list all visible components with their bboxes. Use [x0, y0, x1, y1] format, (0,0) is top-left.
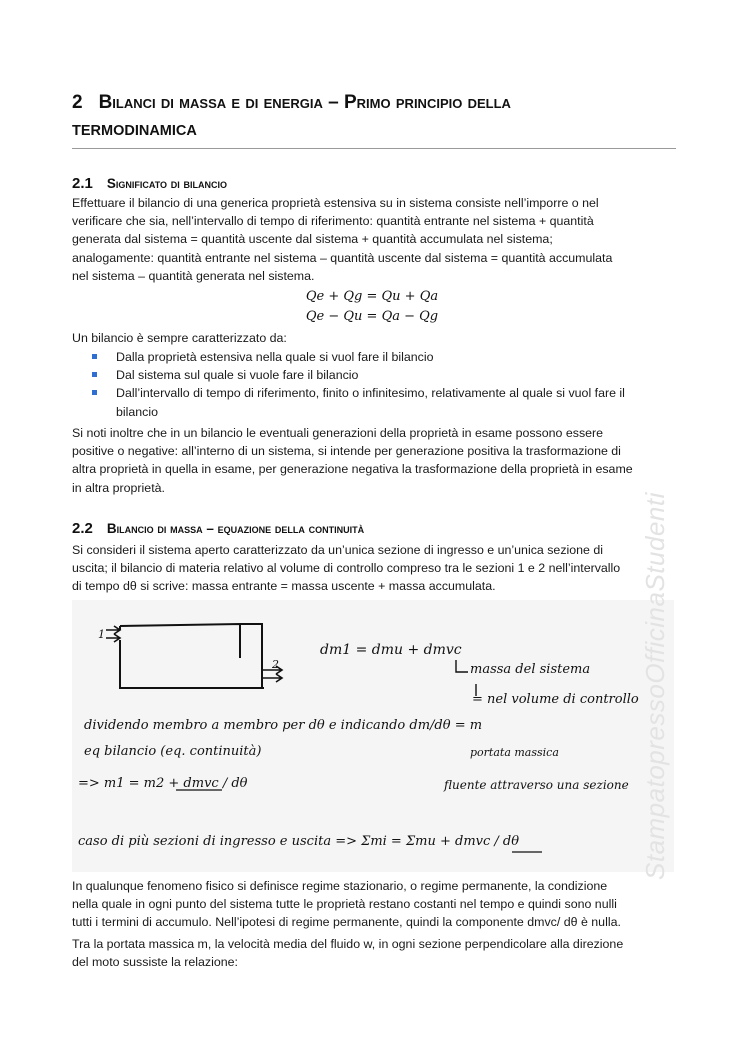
regime-paragraph [72, 877, 680, 932]
portata-paragraph [72, 935, 680, 971]
paragraph-line: In qualunque fenomeno fisico si definisce regime stazionario, o regime permanente, la condizione [72, 879, 608, 893]
flow-section-note: fluente attraverso una sezione [444, 778, 629, 792]
mass-balance-equation: dm1 = dmu + dmvc [320, 642, 462, 658]
control-volume-note: = nel volume di controllo [472, 692, 639, 707]
paragraph-line: Effettuare il bilancio di una generica proprietà estensiva su in sistema consiste nell’imporre o nel [72, 196, 599, 210]
bullet-square-icon [92, 354, 97, 359]
bullet-square-icon [92, 390, 97, 395]
paragraph-line: del moto sussiste la relazione: [72, 955, 238, 970]
chapter-title-line2: TERMODINAMICA [72, 123, 197, 139]
paragraph-line: altra proprietà in quella in esame, per generazione negativa la trasformazione della proprietà in esame [72, 462, 633, 477]
paragraph-line: in altra proprietà. [72, 480, 165, 495]
section-2-2-intro [72, 541, 680, 596]
paragraph-line: uscita; il bilancio di materia relativo al volume di controllo compreso tra le sezioni 1 e 2 nell’intervallo [72, 561, 621, 576]
bullet-text: bilancio [116, 404, 159, 419]
paragraph-line: verificare che sia, nell’intervallo di tempo di riferimento: quantità entrante nel sistema + quantità [72, 214, 594, 229]
equation-2: Qe − Qu = Qa − Qg [305, 309, 439, 324]
list-item [92, 384, 682, 420]
handwritten-notes-image [72, 600, 674, 872]
paragraph-line: analogamente: quantità entrante nel sistema – quantità uscente dal sistema = quantità accumulata [72, 250, 613, 265]
mass-flow-note: portata massica [470, 746, 559, 759]
section-2-1-note [72, 424, 680, 497]
chapter-heading [72, 88, 676, 144]
chapter-divider [72, 148, 676, 149]
paragraph-line: nella quale in ogni punto del sistema tutte le proprietà restano costanti nel tempo e quindi sono nulli [72, 897, 617, 912]
bullet-text: Dalla proprietà estensiva nella quale si vuol fare il bilancio [116, 350, 434, 364]
paragraph-line: Si consideri il sistema aperto caratterizzato da un’unica sezione di ingresso e un’unica sezione di [72, 543, 604, 557]
section-2-1-heading [72, 175, 227, 193]
outlet-label: 2 [272, 658, 279, 671]
divide-line: dividendo membro a membro per dθ e indicando dm/dθ = m [84, 718, 483, 733]
section-2-1-intro [72, 194, 680, 285]
paragraph-line: generata dal sistema = quantità uscente dal sistema + quantità accumulata nel sistema; [72, 232, 553, 247]
inlet-label: 1 [98, 628, 105, 641]
bullet-text: Dal sistema sul quale si vuole fare il bilancio [116, 368, 359, 383]
bilancio-intro [72, 329, 680, 347]
section-title: Significato di bilancio [106, 176, 228, 191]
paragraph-line: positive o negative: all’interno di un sistema, si intende per generazione positiva la trasformazione di [72, 444, 621, 459]
multi-section-line: caso di più sezioni di ingresso e uscita => Σmi = Σmu + dmvc / dθ [78, 834, 520, 849]
section-title: Bilancio di massa – equazione della continuità [106, 521, 365, 536]
watermark-text: StampatopressoOfficinaStudenti [640, 492, 670, 880]
equation-1: Qe + Qg = Qu + Qa [305, 289, 439, 304]
paragraph-line: Tra la portata massica m, la velocità media del fluido w, in ogni sezione perpendicolare alla direzione [72, 937, 624, 951]
chapter-title-line1: Bilanci di massa e di energia – Primo principio della [98, 92, 511, 113]
mass-system-note: massa del sistema [470, 662, 591, 677]
control-volume-sketch [72, 600, 674, 872]
section-number: 2.1 [72, 175, 93, 192]
continuity-equation-label: eq bilancio (eq. continuità) [84, 744, 262, 759]
list-item [92, 366, 682, 384]
bullet-text: Dall’intervallo di tempo di riferimento, finito o infinitesimo, relativamente al quale si vuol fare il [116, 386, 625, 401]
paragraph-line: nel sistema – quantità generata nel sistema. [72, 268, 315, 283]
section-number: 2.2 [72, 520, 93, 537]
section-2-2-heading [72, 520, 364, 538]
bilancio-bullet-list [92, 348, 682, 421]
chapter-number: 2 [72, 92, 83, 113]
list-item [92, 348, 682, 366]
steady-result-line: => m1 = m2 + dmvc / dθ [78, 776, 248, 791]
paragraph-line: tutti i termini di accumulo. Nell’ipotesi di regime permanente, quindi la componente dmvc/ dθ è nulla. [72, 915, 621, 930]
bullet-square-icon [92, 372, 97, 377]
paragraph-line: Un bilancio è sempre caratterizzato da: [72, 331, 287, 345]
paragraph-line: Si noti inoltre che in un bilancio le eventuali generazioni della proprietà in esame possono essere [72, 426, 604, 440]
paragraph-line: di tempo dθ si scrive: massa entrante = massa uscente + massa accumulata. [72, 579, 496, 594]
